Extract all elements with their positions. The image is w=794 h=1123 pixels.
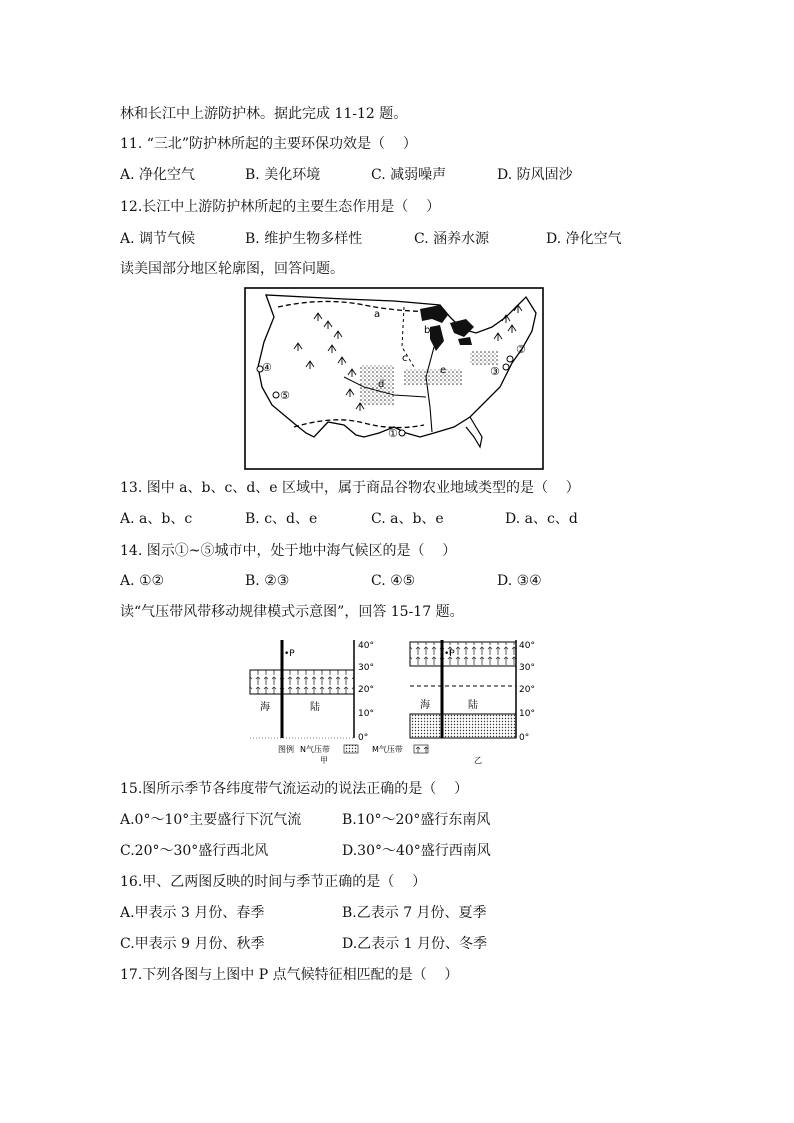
yi-tick-10: 10°	[519, 709, 535, 719]
caption-jia: 甲	[320, 756, 328, 765]
city-1-label: ①	[388, 427, 398, 440]
q11-option-c[interactable]: C. 减弱噪声	[371, 167, 447, 183]
question-17-stem: 17.下列各图与上图中 P 点气候特征相匹配的是（ ）	[120, 967, 459, 983]
point-p-label: •P	[284, 649, 295, 659]
q12-option-a[interactable]: A. 调节气候	[120, 231, 196, 247]
jia-tick-10: 10°	[358, 709, 374, 719]
question-11-stem: 11. “三北”防护林所起的主要环保功效是（ ）	[120, 136, 417, 152]
q15-option-b[interactable]: B.10°～20°盛行东南风	[342, 812, 491, 828]
city-3-label: ③	[490, 365, 500, 378]
q15-option-a[interactable]: A.0°～10°主要盛行下沉气流	[120, 812, 302, 828]
panel-yi	[410, 640, 535, 765]
yi-land-label: 陆	[468, 700, 478, 711]
jia-tick-20: 20°	[358, 685, 374, 695]
q11-option-d[interactable]: D. 防风固沙	[497, 167, 573, 183]
region-a-label: a	[374, 309, 381, 320]
question-14-stem: 14. 图示①~⑤城市中，处于地中海气候区的是（ ）	[120, 543, 457, 559]
q13-option-b[interactable]: B. c、d、e	[245, 511, 318, 527]
question-12-stem: 12.长江中上游防护林所起的主要生态作用是（ ）	[120, 199, 441, 215]
yi-tick-40: 40°	[519, 641, 535, 651]
q15-option-c[interactable]: C.20°～30°盛行西北风	[120, 843, 269, 859]
city-5-label: ⑤	[280, 389, 290, 402]
city-4-label: ④	[262, 361, 272, 374]
region-c-label: c	[402, 353, 408, 364]
q13-option-c[interactable]: C. a、b、e	[371, 511, 444, 527]
q16-option-d[interactable]: D.乙表示 1 月份、冬季	[342, 936, 487, 952]
legend-m-label: M气压带	[372, 745, 403, 754]
q16-option-b[interactable]: B.乙表示 7 月份、夏季	[342, 905, 487, 921]
legend-n-label: N气压带	[300, 745, 330, 754]
read-map-instruction: 读美国部分地区轮廓图，回答问题。	[120, 261, 344, 277]
panel-jia	[250, 640, 374, 743]
jia-tick-30: 30°	[358, 663, 374, 673]
q13-option-d[interactable]: D. a、c、d	[505, 511, 578, 527]
jia-tick-40: 40°	[358, 641, 374, 651]
question-16-stem: 16.甲、乙两图反映的时间与季节正确的是（ ）	[120, 874, 427, 890]
yi-tick-0: 0°	[519, 733, 530, 743]
city-2-label: ②	[516, 343, 526, 356]
region-e-label: e	[440, 365, 447, 376]
q11-option-b[interactable]: B. 美化环境	[245, 167, 321, 183]
question-13-stem: 13. 图中 a、b、c、d、e 区域中，属于商品谷物农业地域类型的是（ ）	[120, 480, 580, 496]
jia-land-label: 陆	[310, 702, 320, 713]
region-d-label: d	[378, 379, 385, 390]
q14-option-c[interactable]: C. ④⑤	[371, 573, 416, 589]
region-b-label: b	[424, 325, 431, 336]
q16-option-c[interactable]: C.甲表示 9 月份、秋季	[120, 936, 265, 952]
yi-tick-20: 20°	[519, 685, 535, 695]
us-outline-map	[244, 287, 544, 470]
q14-option-a[interactable]: A. ①②	[120, 573, 165, 589]
q14-option-b[interactable]: B. ②③	[245, 573, 290, 589]
pressure-belt-diagram	[246, 636, 546, 766]
question-15-stem: 15.图所示季节各纬度带气流运动的说法正确的是（ ）	[120, 781, 469, 797]
legend-n-swatch	[344, 745, 358, 753]
q12-option-b[interactable]: B. 维护生物多样性	[245, 231, 363, 247]
yi-sea-label: 海	[420, 700, 430, 711]
q15-option-d[interactable]: D.30°～40°盛行西南风	[342, 843, 491, 859]
caption-yi: 乙	[474, 756, 482, 765]
read-diagram-instruction: 读“气压带风带移动规律模式示意图”，回答 15-17 题。	[120, 604, 464, 620]
intro-tail: 林和长江中上游防护林。据此完成 11-12 题。	[120, 106, 408, 122]
q14-option-d[interactable]: D. ③④	[497, 573, 542, 589]
q13-option-a[interactable]: A. a、b、c	[120, 511, 193, 527]
q11-option-a[interactable]: A. 净化空气	[120, 167, 196, 183]
jia-tick-0: 0°	[358, 733, 369, 743]
legend-title: 图例	[278, 745, 294, 754]
jia-sea-label: 海	[260, 702, 270, 713]
legend-m-swatch	[414, 745, 428, 753]
q16-option-a[interactable]: A.甲表示 3 月份、春季	[120, 905, 265, 921]
yi-point-p-label: •P	[444, 649, 455, 659]
q12-option-d[interactable]: D. 净化空气	[546, 231, 622, 247]
q12-option-c[interactable]: C. 涵养水源	[414, 231, 490, 247]
yi-tick-30: 30°	[519, 663, 535, 673]
